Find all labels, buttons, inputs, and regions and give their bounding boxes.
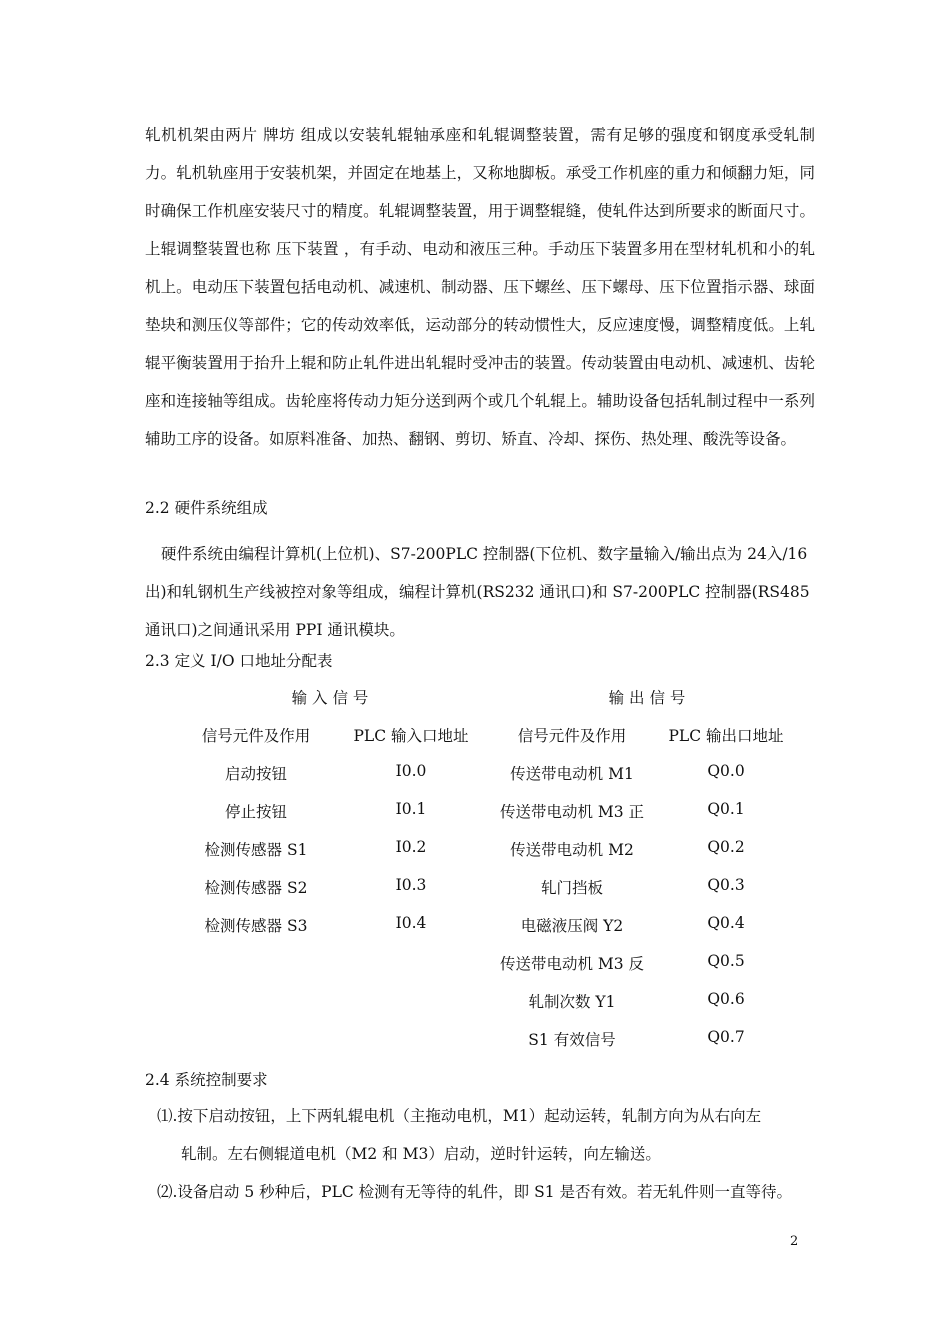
output-name: S1 有效信号 (528, 1031, 616, 1049)
section-2-2-body (145, 535, 815, 649)
input-name: 启动按钮 (224, 765, 288, 783)
input-name: 检测传感器 S2 (204, 879, 308, 897)
output-title: 输 出 信 号 (608, 689, 686, 707)
output-addr: Q0.4 (707, 914, 745, 932)
output-name: 传送带电动机 M3 正 (499, 803, 645, 821)
output-addr: Q0.7 (707, 1028, 745, 1046)
input-addr: I0.3 (395, 876, 427, 894)
page-number: 2 (790, 1234, 799, 1249)
output-addr: Q0.3 (707, 876, 745, 894)
requirement-item-2: ⑵.设备启动 5 秒种后，PLC 检测有无等待的轧件，即 S1 是否有效。若无轧件则一直等待。 (157, 1183, 792, 1201)
hardware-text: 硬件系统由编程计算机(上位机)、S7-200PLC 控制器(下位机、数字量输入/输出点为 24入/16 出)和轧钢机生产线被控对象等组成，编程计算机(RS232 通讯口)和 S7-200PLC 控制器(RS485 通讯口)之间通讯采用 PPI 通讯模块。 (145, 545, 810, 639)
table-header: 信号元件及作用 (201, 727, 311, 745)
input-addr: I0.0 (395, 762, 427, 780)
input-addr: I0.4 (395, 914, 427, 932)
requirement-item-1-line-2: 轧制。左右侧辊道电机（M2 和 M3）启动，逆时针运转，向左输送。 (181, 1145, 661, 1163)
control-requirements (145, 1097, 815, 1211)
input-name: 检测传感器 S1 (204, 841, 308, 859)
input-addr: I0.2 (395, 838, 427, 856)
output-name: 轧制次数 Y1 (528, 993, 616, 1011)
output-name: 传送带电动机 M1 (510, 765, 634, 783)
input-addr: I0.1 (395, 800, 427, 818)
section-2-3-heading: 2.3 定义 I/O 口地址分配表 (145, 652, 333, 670)
input-name: 停止按钮 (224, 803, 288, 821)
table-header: PLC 输入口地址 (353, 727, 469, 745)
output-addr: Q0.0 (707, 762, 745, 780)
section-2-4-heading: 2.4 系统控制要求 (145, 1071, 268, 1089)
table-header: 信号元件及作用 (517, 727, 627, 745)
output-name: 电磁液压阀 Y2 (520, 917, 624, 935)
output-addr: Q0.5 (707, 952, 745, 970)
input-title: 输 入 信 号 (291, 689, 369, 707)
output-addr: Q0.1 (707, 800, 745, 818)
table-header: PLC 输出口地址 (668, 727, 784, 745)
input-name: 检测传感器 S3 (204, 917, 308, 935)
output-addr: Q0.6 (707, 990, 745, 1008)
intro-text: 轧机机架由两片 牌坊 组成以安装轧辊轴承座和轧辊调整装置，需有足够的强度和钢度承受轧制力。轧机轨座用于安装机架，并固定在地基上，又称地脚板。承受工作机座的重力和倾翻力矩，同时确保工作机座安装尺寸的精度。轧辊调整装置，用于调整辊缝，使轧件达到所要求的断面尺寸。上辊调整装置也称 压下装置 ，有手动、电动和液压三种。手动压下装置多用在型材轧机和小的轧机上。电动压下装置包括电动机、减速机、制动器、压下螺丝、压下螺母、压下位置指示器、球面垫块和测压仪等部件；它的传动效率低，运动部分的转动惯性大，反应速度慢，调整精度低。上轧辊平衡装置用于抬升上辊和防止轧件进出轧辊时受冲击的装置。传动装置由电动机、减速机、齿轮座和连接轴等组成。齿轮座将传动力矩分送到两个或几个轧辊上。辅助设备包括轧制过程中一系列辅助工序的设备。如原料准备、加热、翻钢、剪切、矫直、冷却、探伤、热处理、酸洗等设备。 (145, 126, 815, 448)
output-name: 轧门挡板 (540, 879, 604, 897)
output-name: 传送带电动机 M3 反 (499, 955, 645, 973)
requirement-item-1-line-1: ⑴.按下启动按钮，上下两轧辊电机（主拖动电机，M1）起动运转，轧制方向为从右向左 (157, 1107, 762, 1125)
intro-paragraph (145, 116, 815, 458)
output-addr: Q0.2 (707, 838, 745, 856)
output-name: 传送带电动机 M2 (510, 841, 634, 859)
section-2-2-heading: 2.2 硬件系统组成 (145, 499, 268, 517)
